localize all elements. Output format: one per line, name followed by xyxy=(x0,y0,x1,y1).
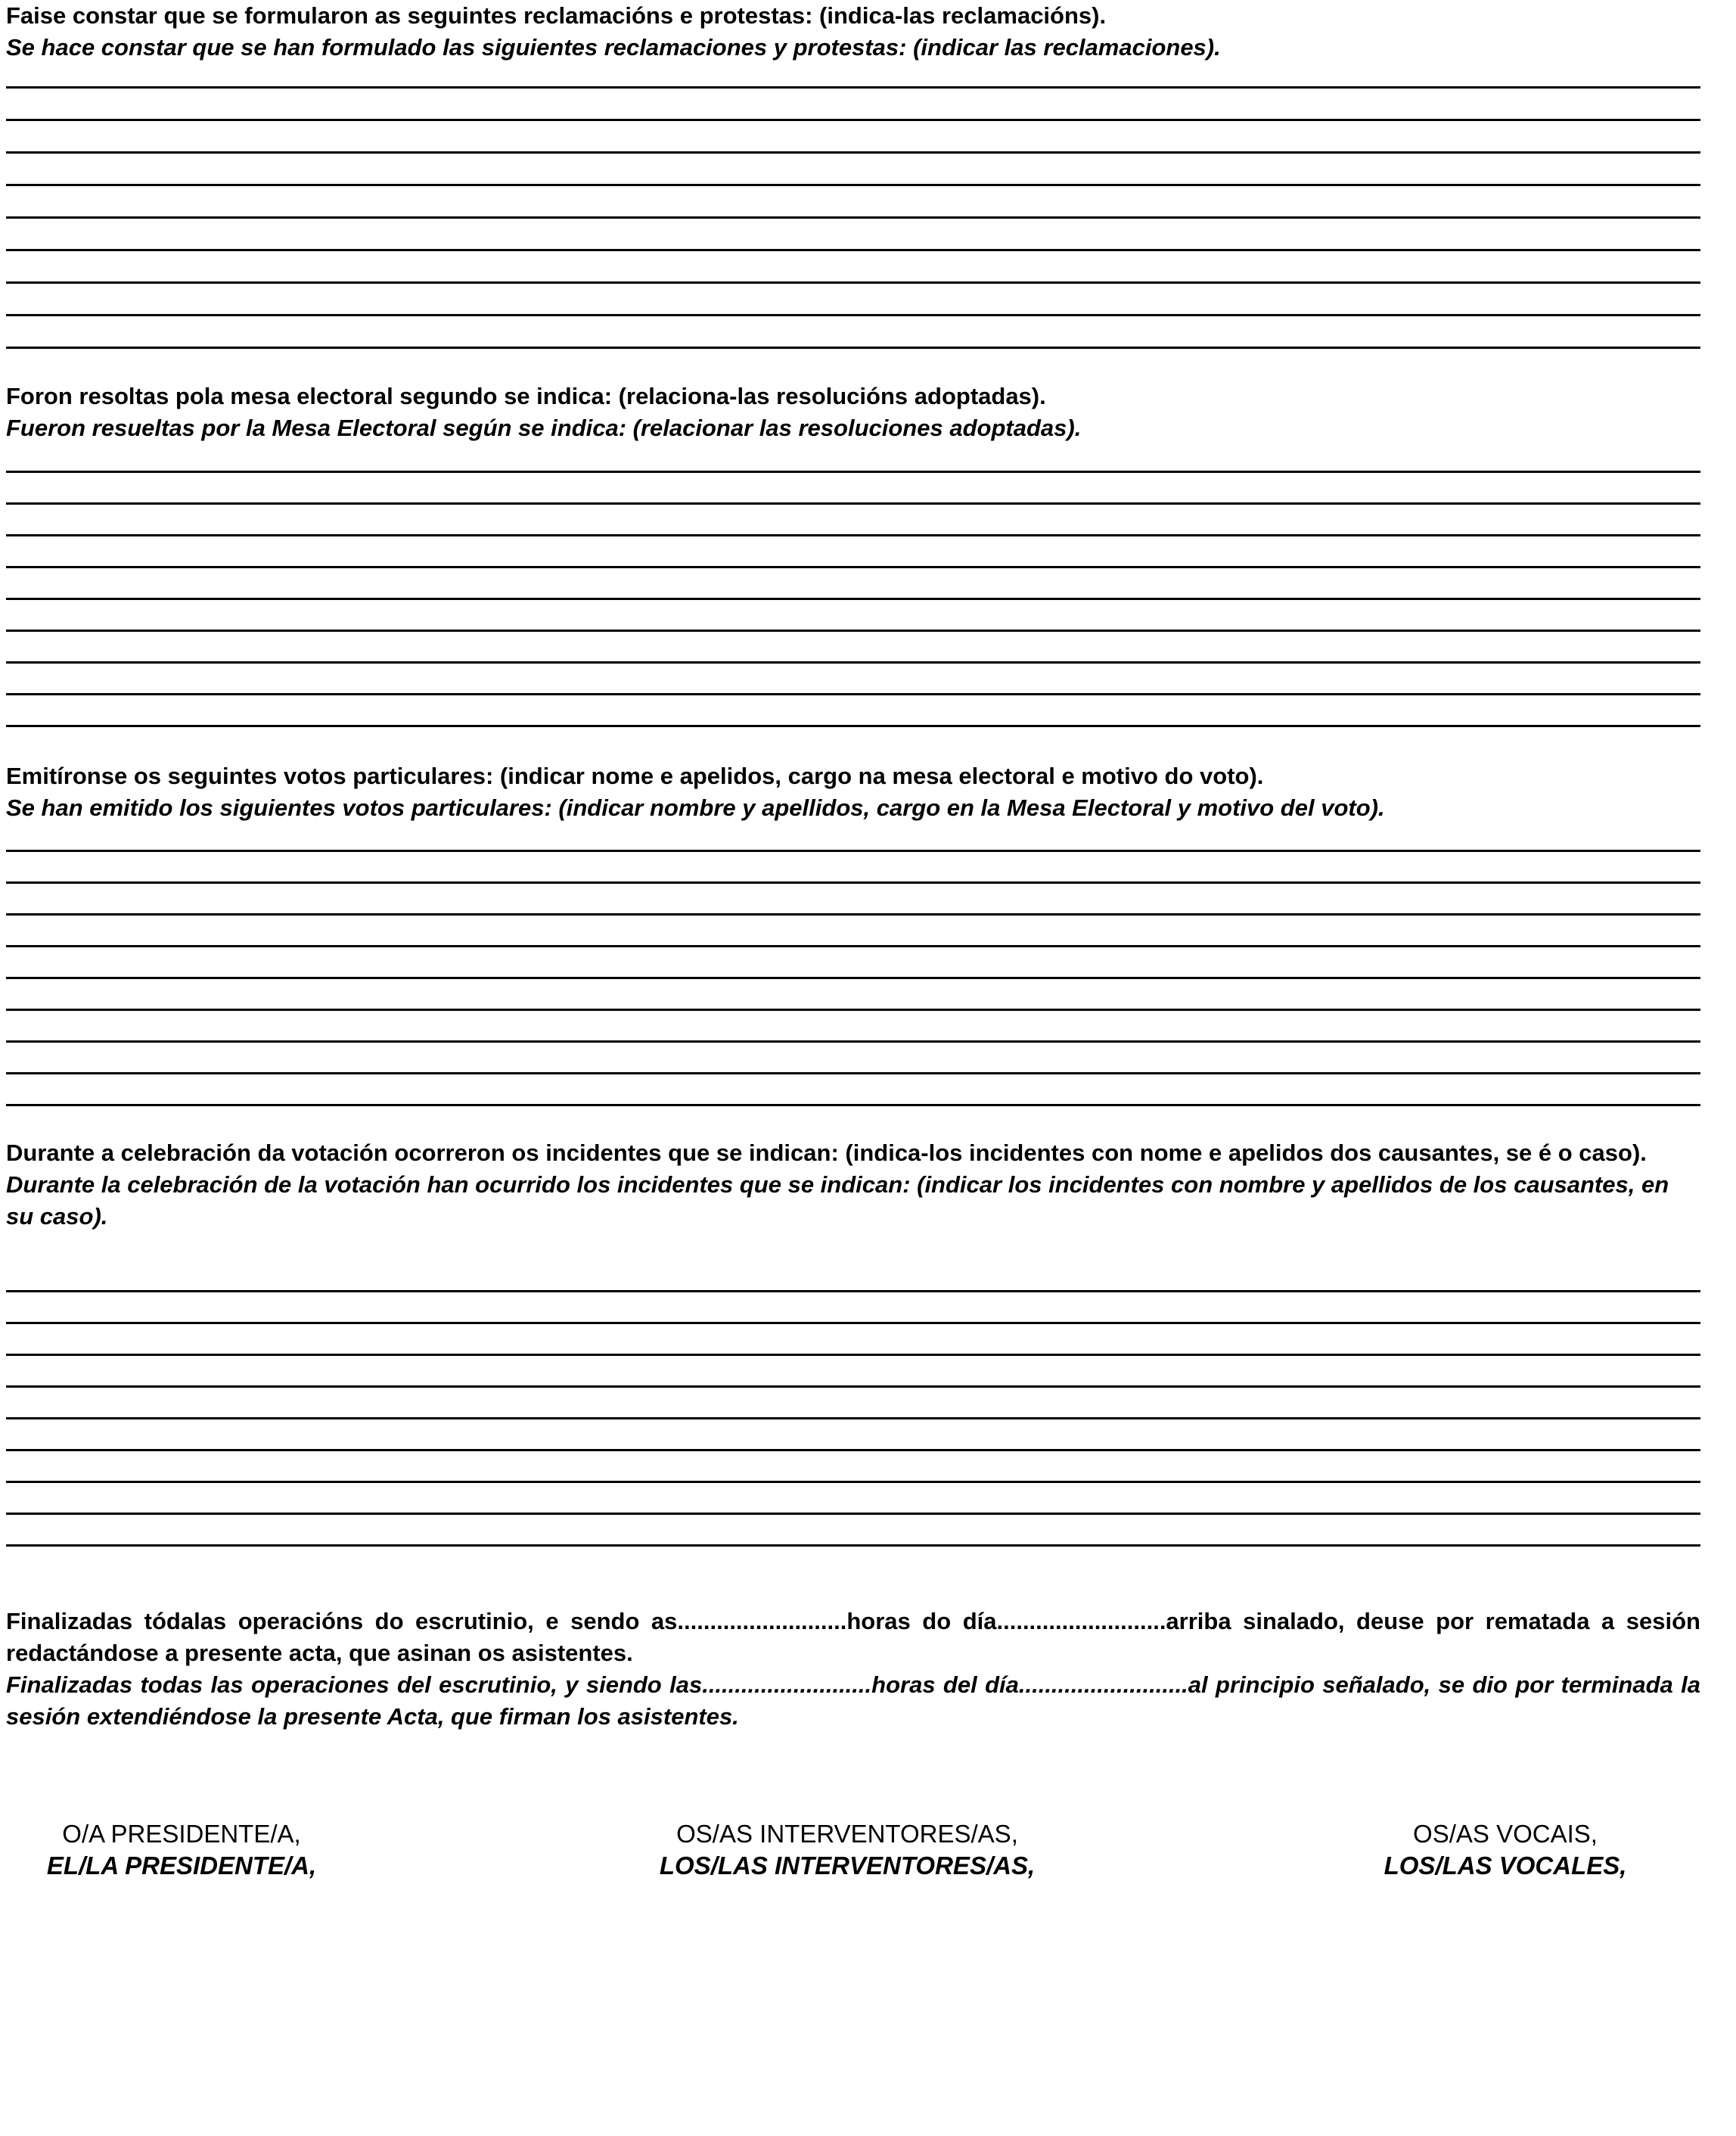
signature-vocales-galician: OS/AS VOCAIS, xyxy=(1413,1820,1598,1848)
write-line[interactable] xyxy=(6,661,1700,664)
write-line[interactable] xyxy=(6,249,1700,251)
write-line[interactable] xyxy=(6,630,1700,632)
section-resoluciones xyxy=(6,381,1700,444)
write-line[interactable] xyxy=(6,1513,1700,1515)
write-line[interactable] xyxy=(6,693,1700,695)
votos-heading-galician: Emitíronse os seguintes votos particulares: (indicar nome e apelidos, cargo na mesa electoral e motivo do voto). xyxy=(6,763,1264,789)
write-line[interactable] xyxy=(6,850,1700,852)
closing-statement-galician: Finalizadas tódalas operacións do escrutinio, e sendo as..........................horas do día..........................arriba sinalado, deuse por rematada a sesión redactándose a presente acta, que asinan os asistentes. xyxy=(6,1608,1700,1666)
section-votos-particulares xyxy=(6,760,1700,824)
signature-vocales xyxy=(1339,1818,1672,1882)
write-line[interactable] xyxy=(6,314,1700,316)
closing-statement xyxy=(6,1606,1700,1733)
write-line[interactable] xyxy=(6,1544,1700,1547)
signature-interventores-spanish: LOS/LAS INTERVENTORES/AS, xyxy=(659,1852,1036,1879)
write-line[interactable] xyxy=(6,1417,1700,1419)
write-line[interactable] xyxy=(6,534,1700,536)
section-reclamaciones xyxy=(6,0,1700,64)
write-line[interactable] xyxy=(6,881,1700,884)
signature-vocales-spanish: LOS/LAS VOCALES, xyxy=(1384,1852,1627,1879)
write-line[interactable] xyxy=(6,1104,1700,1106)
write-line[interactable] xyxy=(6,1385,1700,1388)
reclamaciones-heading-spanish: Se hace constar que se han formulado las siguientes reclamaciones y protestas: (indicar las reclamaciones). xyxy=(6,34,1221,61)
reclamaciones-heading-galician: Faise constar que se formularon as seguintes reclamacións e protestas: (indica-las reclamacións). xyxy=(6,2,1107,29)
write-line[interactable] xyxy=(6,1481,1700,1483)
write-line[interactable] xyxy=(6,281,1700,284)
signature-president-spanish: EL/LA PRESIDENTE/A, xyxy=(46,1852,317,1879)
signature-president xyxy=(15,1818,348,1882)
signature-interventores xyxy=(613,1818,1082,1882)
write-line[interactable] xyxy=(6,945,1700,947)
write-line[interactable] xyxy=(6,1009,1700,1011)
write-line[interactable] xyxy=(6,1290,1700,1292)
incidentes-heading-galician: Durante a celebración da votación ocorreron os incidentes que se indican: (indica-los incidentes con nome e apelidos dos causantes, se é o caso). xyxy=(6,1140,1647,1166)
incidentes-heading-spanish: Durante la celebración de la votación han ocurrido los incidentes que se indican: (indicar los incidentes con nombre y apellidos de los causantes, en su caso). xyxy=(6,1171,1669,1230)
write-line[interactable] xyxy=(6,913,1700,916)
signature-president-galician: O/A PRESIDENTE/A, xyxy=(62,1820,301,1848)
write-line[interactable] xyxy=(6,86,1700,89)
section-incidentes xyxy=(6,1137,1700,1233)
write-line[interactable] xyxy=(6,151,1700,154)
write-line[interactable] xyxy=(6,598,1700,600)
votos-heading-spanish: Se han emitido los siguientes votos particulares: (indicar nombre y apellidos, cargo en la Mesa Electoral y motivo del voto). xyxy=(6,794,1385,821)
write-line[interactable] xyxy=(6,216,1700,219)
write-line[interactable] xyxy=(6,119,1700,121)
write-line[interactable] xyxy=(6,1354,1700,1356)
closing-statement-spanish: Finalizadas todas las operaciones del escrutinio, y siendo las..........................horas del día..........................al principio señalado, se dio por terminada la sesión extendiéndose la presente Acta, que firman los asistentes. xyxy=(6,1671,1700,1730)
resoluciones-heading-spanish: Fueron resueltas por la Mesa Electoral según se indica: (relacionar las resoluciones adoptadas). xyxy=(6,415,1082,441)
write-line[interactable] xyxy=(6,502,1700,505)
write-line[interactable] xyxy=(6,1449,1700,1451)
write-line[interactable] xyxy=(6,347,1700,349)
write-line[interactable] xyxy=(6,566,1700,568)
write-line[interactable] xyxy=(6,1322,1700,1324)
resoluciones-heading-galician: Foron resoltas pola mesa electoral segundo se indica: (relaciona-las resolucións adoptadas). xyxy=(6,383,1046,409)
write-line[interactable] xyxy=(6,184,1700,186)
write-line[interactable] xyxy=(6,471,1700,473)
write-line[interactable] xyxy=(6,1072,1700,1074)
signature-interventores-galician: OS/AS INTERVENTORES/AS, xyxy=(676,1820,1018,1848)
write-line[interactable] xyxy=(6,977,1700,979)
write-line[interactable] xyxy=(6,1040,1700,1043)
write-line[interactable] xyxy=(6,725,1700,727)
